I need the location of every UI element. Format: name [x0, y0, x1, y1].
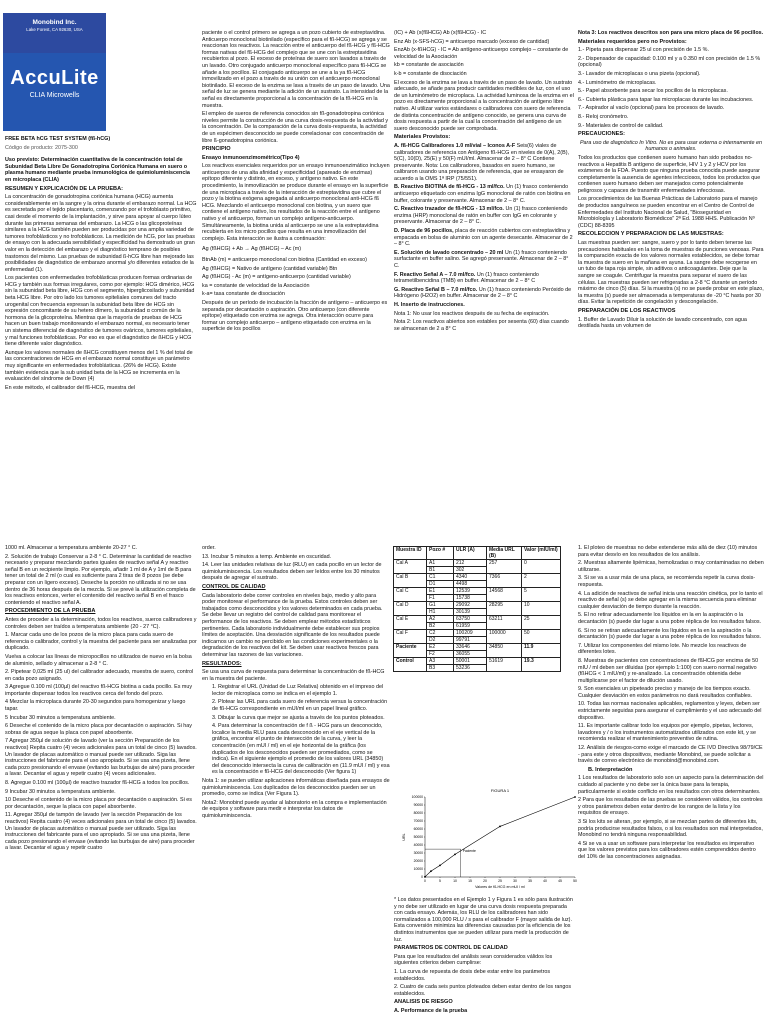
table-cell-value: 25 [522, 616, 561, 630]
table-cell-id: Cal F [394, 630, 427, 644]
definition: BtnAb (m) = anticuerpo monoclonal con biotina (Cantidad en exceso) [202, 257, 367, 263]
performance-item: 11. Es importante calibrar todo los equipos por ejemplo, pipetas, lectores, lavadores y / o los instrumentos automatizados utilizados con este kit, y se recomienda realizar el mantenimiento preventivo de rutina. [578, 723, 756, 743]
results-step: 1. Registrar el URL (Unidad de Luz Relativa) obtenido en el impreso del lector de microplaca como se indica en el ejemplo 1. [212, 684, 384, 697]
table-cell-id: Cal B [394, 574, 427, 588]
materials-item-title: Reactivo Señal B – 7.0 ml/fco. [401, 286, 479, 293]
intended-use: Uso previsto: Determinación cuantitativa de la concentración total de Subunidad Beta Libre De Gonadotropina Coriónica Humana en suero o plasma humano mediante prueba inmunológica de quimioluminiscencia en microplaca (CLIA) [5, 157, 190, 183]
table-cell-ulr: 302 [454, 567, 487, 574]
performance-item: 7. Utilizar los componentes del mismo lote. No mezcle los reactivos de diferentes lotes. [578, 642, 747, 656]
materials-item-key: E. [394, 249, 401, 256]
qc-params-paragraph: Para que los resultados del análisis sean considerados válidos los siguientes criterios deben cumplirse: [394, 953, 553, 967]
chart-title: FIGURA 1 [490, 788, 510, 793]
table-note: * Los datos presentados en el Ejemplo 1 y Figura 1 es sólo para ilustración y no debe ser utilizado en lugar de una curva dosis respuesta preparada con cada ensayo. Además, los RLU de los calibradores han sido normalizados a 100,000 RLU / s para el calibrador F (mayor salida de luz). Esta conversión minimiza las diferencias causadas por la eficiencia de los distintos instrumentos que se pueden utilizar para medir la producción de luz. [394, 897, 573, 943]
table-cell-well: F1 [427, 595, 454, 602]
x-tick-label: 5 [439, 879, 441, 883]
reagent-paragraph: 1000 ml. Almacenar a temperatura ambiente 20-27 ° C. [5, 545, 138, 551]
data-point [439, 864, 441, 866]
performance-item: 8. Muestras de pacientes con concentraciones de fßHCG por encima de 50 mIU / ml deben ser diluidas (por ejemplo 1:100) con suero normal negativo (fßHCG < 1 mIU/ml) y re-analizado. La concentración obtenida debe multiplicarse por el factor de dilución usado. [578, 657, 759, 684]
table-row [394, 588, 561, 595]
required-list [578, 47, 764, 129]
results-step: 4. Para determinar la concentración de f ß - HCG para un desconocido, localice la media RLU para cada desconocido en el eje vertical de la gráfica, encontrar el punto de intersección de la curva, y leer la concentración (en mUI / ml) en el eje horizontal de la gráfica (los duplicados de los desconocidos pueden ser promediados, como se indica). En el siguiente ejemplo el promedio de los valores URL (34850) del desconocido intersecta la curva de calibración en (11.9 mUI / ml) y esa es la concentración e fß-HCG del desconocido (Ver figura 1) [212, 723, 390, 776]
table-cell-value: 0 [522, 560, 561, 574]
required-item: 2.- Dispensador de capacidad: 0.100 ml y a 0.350 ml con precisión de 1.5 % (opcional) [578, 55, 761, 69]
materials-item-title: Solución de lavado concentrado – 20 ml [400, 249, 505, 256]
note: Nota2: Monobind puede ayudar al laboratorio en la compra e implementación de equipos y software para medir e interpretar los datos de quimioluminiscencia. [202, 799, 387, 819]
results-step: 2. Plotear las URL para cada suero de referencia versus la concentración de fß-HCG correspondiente en mUI/ml en un papel lineal gráfico. [212, 699, 388, 713]
qc-paragraph: Cada laboratorio debe correr controles en niveles bajo, medio y alto para poder monitorear el performance de la prueba. Estos controles deben ser trabajados como desconocidos y los valores determinados en cada prueba. Se debe llevar un registro del control de calidad para monitorear el performance de los reactivos. Se deben emplear métodos estadísticos pertinentes. Cada laboratorio individualmente debe establecer sus propios límites de aceptación. Una desviación significante de los resultados puede indicarnos un cambio no percibido en las condiciones experimentales o la degradación de los reactivos del kit. Se deben usar reactivos frescos para determinar las razones de las variaciones. [202, 592, 383, 658]
performance-item: 12. Análisis de riesgos-como exige el marcado de CE IVD Directiva 98/79/CE - para este y otros dispositivos, mediante Monobind, se puede solicitar a través de correo electrónico de monobind@monobind.com. [578, 745, 763, 765]
figure-1-chart [395, 785, 587, 895]
column-2 [202, 30, 390, 530]
definition: ka = constante de velocidad de la Asociación [202, 282, 310, 289]
table-row [394, 602, 561, 609]
y-tick-label: 50000 [413, 835, 423, 840]
table-row [394, 560, 561, 567]
table-cell-ulr: 15738 [454, 595, 487, 602]
table-cell-ulr: 53236 [454, 665, 487, 672]
summary-paragraph: Los pacientes con enfermedades trofoblásticas producen formas ordinarias de HCG y también sus formas irregulares, como por ejemplo: HCG dimérico, HCG sin la subunidad beta libre, HCG con el segmento, hiperglicosilado y subunidad beta HCG libre. Por otro lado los tumores epiteliales comunes del tracto urogenital con frecuencia expresan la subunidad beta libre de HCG sin expresión concomitante de su hetero dímero, la subunidad α común de la hormona de la glicoproteína. Mientras que la mayoría de pruebas de HCG hacen un buen trabajo monitoreando el embarazo normal, es necesario tener un sistema diferencial de diagnóstico de tumores ováricos, tumores epiteliales, y mal funciones trofoblásticas. Por eso es que el diagnóstico de ßHCG y HCG tiene diferente valor diagnóstico. [5, 275, 195, 348]
table-cell-well: F2 [427, 651, 454, 658]
table-cell-well: E1 [427, 588, 454, 595]
interpretation-item: 1 Los resultados de laboratorio solo son un aspecto para la determinación del cuidado al paciente y no debe ser la única base para la terapia, particularmente si existe conflicto en los resultados con otros determinantes. [578, 775, 764, 795]
materials-item-key: G. [394, 286, 402, 293]
table-cell-well: B2 [427, 623, 454, 630]
summary-paragraph: En este método, el calibrador del fß-HCG, muestra del [5, 384, 136, 391]
summary-paragraph: Aunque los valores normales de ßHCG constituyen menos del 1 % del total de las concentraciones de HCG en el embarazo normal constituye un parámetro muy significante en enfermedades trofoblásticas. (26% de HCG). Existe también evidencia que la sub unidad beta de la HCG se incrementa en la evaluación del síndrome de Down (4) [5, 349, 193, 383]
performance-item: 2. Muestras altamente lipémicas, hemolizadas o muy contaminadas no deben utilizarse. [578, 560, 764, 573]
table-cell-mean: 7366 [487, 574, 522, 588]
summary-heading: RESUMEN Y EXPLICACIÓN DE LA PRUEBA: [5, 185, 124, 192]
materials-item-desc: Un (1) frasco conteniendo enzima (HRP) monoclonal de ratón en buffer con IgG en colorante y preservante. Almacenar de 2 – 8° C. [394, 206, 568, 226]
table-cell-value: 11.9 [522, 644, 561, 658]
materials-item [394, 302, 574, 309]
interpretation-list [578, 775, 764, 860]
procedure-step: 7 Agregar 350µl de solución de lavado (ver la sección Preparación de los reactivos) Repita cuatro (4) veces adicionales para un total de cinco (5) lavados. Un lavador de placas automático o manual puede ser utilizado. Siga las instrucciones del fabricante para el uso apropiado. Si se usa una pizeta, llene cada pozo presionando el envase (evitando las burbujas de aire) para proceder a lavar. Decantar el agua y repetir cuatro (4) veces adicionales. [5, 738, 197, 778]
required-heading: Materiales requeridos pero no Provistos: [578, 38, 687, 45]
materials-item-title: Placa de 96 pocillos, [400, 228, 456, 235]
materials-heading: Materiales Provistos: [394, 134, 451, 141]
y-tick-label: 0 [421, 875, 423, 880]
principle-paragraph: paciente o el control primero se agrega a un pozo cubierto de estreptavidina. Anticuerpo monoclonal biotinilado (específico para el fß-HCG) se agrega y se reaccionan los reactivos. La reacción entre el anticuerpo del fß-HCG y fß-HCG formas nativas del fß-HCG del complejo que se une con la estreptavidina recubiertos al pozo. El exceso de proteínas de suero son lavados a través de un lavado. Otro conjugado anticuerpo monoclonal específico para fß-HCG se añade a los pocillos. El conjugado anticuerpo se une a la ya fß-HCG inmovilizado en el pozo a través de su unión con el anticuerpo monoclonal biotinilado. El exceso de la enzima se lava a través de un paso de lavado. Una señal de luz se genera mediante la adición de un sustrato. La intensidad de la señal es directamente proporcional a la concentración de la fß-HCG en la muestra. [202, 30, 390, 109]
monobind-logo [3, 13, 106, 131]
precautions-paragraph: Los procedimientos de las Buenas Prácticas de Laboratorio para el manejo de productos sanguíneos se pueden encontrar en el Centro de Control de Enfermedades del Instituto Nacional de Salud, "Bioseguridad en Microbiología y Laboratorio Biomédicos" 2ª Ed. 1988 HHS. Publicación Nº (CDC) 88-8395 [578, 196, 758, 229]
note: Nota 1: se pueden utilizar aplicaciones informáticas diseñada para ensayos de quimioluminiscencia. Los duplicados de los desconocidos pueden ser un promedio, como se indica (Ver Figura 1). [202, 778, 390, 798]
table-cell-ulr: 99791 [454, 637, 487, 644]
materials-item [394, 143, 574, 183]
table-cell-well: D1 [427, 581, 454, 588]
table-cell-value: 10 [522, 602, 561, 616]
product-code: Código de producto: 2075-300 [5, 144, 78, 151]
product-line: AccuLite [10, 67, 99, 89]
materials-item-desc: placa de reacción cubiertos con estreptavidina y empacada en bolsa de aluminio con un agente desecante. Almacenar de 2 – 8° C. [394, 228, 573, 248]
y-axis-label: URL [402, 833, 406, 841]
materials-item-desc: Un (1) frasco conteniendo Peróxido de Hidrógeno (H2O2) en buffer. Almacenar de 2 – 8° C [394, 286, 572, 300]
performance-list [578, 545, 764, 765]
table-cell-well: C1 [427, 574, 454, 581]
table-cell-ulr: 212 [454, 560, 487, 567]
y-tick-label: 40000 [413, 843, 423, 848]
results-table [393, 546, 561, 672]
procedure-step: 8. Agregue 0.100 ml (100µl) de reactivo trazador fß-HCG a todos los pocillos. [5, 780, 190, 786]
series-line [425, 797, 575, 877]
procedure-step: 10 Deseche el contenido de la micro placa por decantación o aspiración. Si es por decantación, seque la placa con papel absorbente. [5, 797, 192, 810]
procedure-step: 13. Incubar 5 minutos a temp. Ambiente en oscuridad. [202, 553, 332, 560]
materials-item-key: D. [394, 228, 401, 235]
performance-item: 3. Si se va a usar más de una placa, se recomienda repetir la curva dosis-respuesta. [578, 575, 756, 588]
principle-heading: PRINCIPIO [202, 146, 231, 153]
table-cell-id: Cal D [394, 602, 427, 616]
table-cell-well: A2 [427, 616, 454, 623]
materials-item-title: Inserto de instrucciones. [400, 301, 465, 308]
materials-item-key: A. [394, 142, 401, 149]
required-item: 3.- Lavador de microplacas o una pizeta (opcional). [578, 70, 701, 77]
column-3 [394, 30, 574, 530]
table-cell-well: A3 [427, 658, 454, 665]
logo-acculite [3, 53, 106, 131]
table-header: Media URL (B) [487, 547, 522, 560]
procedure-step: 11. Agregar 350µl de tampón de lavado (ver la sección Preparación de los reactivos) Repita cuatro (4) veces adicionales para un total de cinco (5) lavados. Un lavador de placas automático o manual puede ser utilizado. Siga las instrucciones del fabricante para el uso apropiado. Si se usa una pizeta, llene cada pozo presionando el envase (evitando las burbujas de aire) para proceder a lavar. Decantar el agua y repetir cuatro [5, 812, 197, 852]
table-row [394, 616, 561, 623]
table-cell-mean: 34850 [487, 644, 522, 658]
table-cell-mean: 28295 [487, 602, 522, 616]
materials-item [394, 250, 574, 270]
summary-paragraph: La concentración de gonadotropina coriónica humana (HCG) aumenta considerablemente en la sangre y la orina durante el embarazo normal. La HCG es secretada por el tejido placentario, comenzando por el trofoblasto primitivo, casi desde el momento de la implantación, y sirve para apoyar al cuerpo lúteo durante las primeras semanas del embarazo. La HCG o las glicoproteínas similares a la HCG también pueden ser producidas por una amplia variedad de tumores trofoblásticos y no trofoblásticos. La medición de hCG, por las pruebas de ensayo con la adecuada sensibilidad y especificidad ha demostrado un gran valor en la detección del embarazo y el diagnóstico temprano de posibles trastornos del mismo. Las pruebas de subunidad ß-hCG libre han mejorado las posibilidades de diagnóstico de embarazo anormal y/o diferentes estados de la enfermedad (1). [5, 194, 197, 273]
table-row [394, 574, 561, 581]
materials-item [394, 287, 574, 300]
definition: Ag (fßHCG) - Ac (m) = antígeno-anticuerpo (cantidad variable) [202, 274, 351, 281]
definition: Enz Ab (x-SFS-hCG) = anticuerpo marcado (exceso de cantidad) [394, 38, 550, 45]
procedure-step: 6 Deseche el contenido de la micro placa por decantación o aspiración. Si hay sobras de agua seque la placa con papel absorbente. [5, 723, 192, 736]
principle-paragraph: Después de un período de incubación la fracción de antígeno – anticuerpo es separada por decantación o aspiración. Otro anticuerpo (con diferente epítope) etiquetado con enzima se agrega. Otra interacción ocurre para formar un complejo anticuerpo – antígeno etiquetado con enzima en la superficie de los pocillos [202, 299, 388, 333]
assay-heading: Ensayo inmunoenzimométrico(Tipo 4) [202, 154, 300, 161]
x-tick-label: 45 [558, 879, 562, 883]
table-body [394, 560, 561, 672]
interpretation-heading: B. Interpretación [588, 766, 633, 773]
table-cell-ulr: 4498 [454, 581, 487, 588]
collection-heading: RECOLECCION Y PREPARACION DE LAS MUESTRAS: [578, 231, 724, 238]
qc-heading: CONTROL DE CALIDAD [202, 583, 266, 590]
table-cell-id: Cal E [394, 616, 427, 630]
table-cell-well: D2 [427, 637, 454, 644]
performance-item: 9. Son esenciales un pipeteado preciso y manejo de los tiempos exacto. Cualquier desviación en estos parámetros no dará resultados confiables. [578, 686, 753, 699]
results-heading: RESULTADOS: [202, 660, 242, 667]
results-steps [202, 684, 390, 776]
interpretation-item: 3 Si los kits se alteran, por ejemplo, si se mezclan partes de diferentes kits, podría producirse resultados falsos, o si los resultados son mal interpretados, Monobind no tendrá ninguna responsabilidad. [578, 818, 763, 839]
procedure-step: order. [202, 545, 216, 551]
procedure-step: 9 Incubar 30 minutos a temperatura ambiente. [5, 788, 116, 795]
principle-paragraph: El empleo de sueros de referencia conocidos sin fß-gonadotropina coriónica niveles permite la construcción de una curva dosis-respuesta de la actividad y la concentración. De la comparación de la curva dosis-respuesta, la actividad de un espécimen desconocido se puede correlacionar con concentración de libre ß-gonadotropina coriónica. [202, 111, 389, 144]
required-item: 7.- Aspirador al vacío (opcional) para los procesos de lavado. [578, 105, 725, 112]
performance-item: 1. El ploteo de muestras no debe extenderse más allá de diez (10) minutos para evitar desvío en los resultados de los análisis. [578, 545, 758, 558]
note: Nota 2: Los reactivos abiertos son estables por sesenta (60) días cuando se almacenan de 2 a 8° C [394, 319, 569, 332]
y-tick-label: 80000 [413, 811, 423, 816]
data-point [454, 853, 456, 855]
definition: kb = constante de asociación [394, 62, 464, 69]
x-tick-label: 25 [498, 879, 502, 883]
table-cell-id: Cal C [394, 588, 427, 602]
principle-paragraph: El exceso de la enzima se lava a través de un paso de lavado. Un sustrato adecuado, se añade para producir cantidades medibles de luz, con el uso de un luminómetro de microplaca. La actividad luminosa de la enzima en el pozo es directamente proporcional a la concentración de antígeno libre nativo. Al utilizar varios estándares o calibradores con suero de referencia de distinta concentración de antígeno conocido, se genera una curva de dosis respuesta a partir de la cual la concentración del antígeno de un suero desconocido puede ser comprobada. [394, 79, 574, 132]
y-tick-label: 20000 [413, 859, 423, 864]
data-point [430, 870, 432, 872]
interpretation-item: 2 Para que los resultados de las pruebas se consideren válidos, los controles y otros parámetros deben estar dentro de los rangos de la lista y los requisitos de ensayo. [578, 797, 763, 817]
definition: k-a= tasa constante de disociación [202, 291, 285, 298]
definition: k-b = constante de disociación [394, 70, 467, 77]
column-4 [578, 30, 764, 530]
data-point [499, 826, 501, 828]
table-header: Valor (mIU/ml) [522, 547, 561, 560]
x-tick-label: 50 [573, 879, 577, 883]
performance-item: 10. Todas las normas nacionales aplicables, reglamentos y leyes, deben ser estrictamente seguidas para asegurar el cumplimiento y el uso adecuado del dispositivo. [578, 701, 762, 721]
materials-item-desc: Un (1) frasco conteniendo anticuerpo etiquetado con enzima IgG monoclonal de ratón con biotina en buffer, colorante y preservante. Almacenar de 2 – 8° C. [394, 184, 571, 204]
table-cell-well: A1 [427, 560, 454, 567]
reagent-paragraph: 1. Buffer de Lavado Diluir la solución de lavado concentrado, con agua destilada hasta un volumen de [578, 316, 747, 330]
data-point [574, 796, 576, 798]
materials-item-desc: Un (1) frasco conteniendo surfactante en buffer salino. Se agregó preservante. Almacenar de 2 – 8° C. [394, 249, 569, 269]
table-header: Muestra ID [394, 547, 427, 560]
table-cell-ulr: 4340 [454, 574, 487, 581]
table-cell-ulr: 61959 [454, 623, 487, 630]
table-cell-well: B1 [427, 567, 454, 574]
required-item: 9.- Materiales de control de calidad. [578, 122, 664, 129]
table-cell-value: 50 [522, 630, 561, 644]
required-item: 1.- Pipeta para dispensar 25 ul con precisión de 1.5 %. [578, 47, 709, 54]
table-header: ULR (A) [454, 547, 487, 560]
qc-params-item: 2. Cuatro de cada seis puntos ploteados deben estar dentro de los rangos establecidos. [394, 984, 572, 997]
note: Nota 3: Los reactivos descritos son para una micro placa de 96 pocillos. [578, 30, 764, 36]
table-cell-mean: 51619 [487, 658, 522, 672]
y-tick-label: 30000 [413, 851, 423, 856]
table-cell-mean: 257 [487, 560, 522, 574]
materials-item-title: fß-HCG Calibradores 1.0 ml/vial – Iconos A-F [400, 142, 517, 149]
reaction-equation: (IC) + Ab (x(fßHCG) Ab (x(fßHCG) - IC [394, 30, 487, 36]
procedure-step: 3 Agregue 0.100 ml (100µl) del reactivo fß-HCG biotina a cada pocillo. Es muy importante dispensar todos los reactivos cerca del fondo del pozo. [5, 684, 193, 697]
materials-item-desc: Un (1) frasco conteniendo tetrametilbencidina (TMB) en buffer. Almacenar de 2 – 8° C [394, 271, 539, 285]
materials-item-key: C. [394, 206, 401, 213]
definition: EnzAb (x-fßHCG) - IC = Ab antígeno-anticuerpo complejo – constante de velocidad de la Asociación [394, 47, 569, 60]
interpretation-item: 4 Si se va a usar un software para interpretar los resultados es imperativo que los valores previstos para los calibradores estén comprendidos dentro del 10% de las concentraciones asignadas. [578, 840, 756, 860]
x-tick-label: 15 [468, 879, 472, 883]
materials-item [394, 206, 574, 226]
results-intro: Se usa una curva de respuesta para determinar la concentración de fß-HCG en la muestra del paciente. [202, 669, 385, 682]
table-cell-mean: 63211 [487, 616, 522, 630]
logo-header [3, 13, 106, 53]
data-point [424, 876, 426, 878]
procedure-intro: Antes de proceder a la determinación, todos los reactivos, sueros calibradores y controles deben ser traídos a temperatura ambiente (20 - 27 °C). [5, 616, 197, 630]
table-cell-ulr: 29092 [454, 602, 487, 609]
table-cell-well: C2 [427, 630, 454, 637]
table-header-row [394, 547, 561, 560]
table-cell-value: 2 [522, 574, 561, 588]
precautions-subtitle: Para uso de diagnóstico In Vitro. No es para usar externa o internamente en humanos o animales. [579, 139, 763, 153]
materials-item-title: Reactivo BIOTINA de fß-HCG - 13 ml/fco. [400, 184, 507, 191]
procedure-step: Vuelva a colocar las líneas de micropocillos no utilizados de nuevo en la bolsa de aluminio, sellado y almacenar a 2-8 ° C. [5, 653, 192, 667]
procedure-step: 5 Incubar 30 minutos a temperatura ambiente. [5, 714, 116, 721]
materials-item-title: Reactivo Señal A – 7.0 ml/fco. [399, 271, 477, 278]
table-cell-well: G1 [427, 602, 454, 609]
y-tick-label: 100000 [411, 795, 423, 800]
precautions-heading: PRECAUCIONES: [578, 131, 625, 138]
reagent-heading: PREPARACIÓN DE LOS REACTIVOS [578, 307, 676, 314]
materials-item [394, 228, 574, 248]
procedure-heading: PROCEDIMIENTO DE LA PRUEBA [5, 608, 96, 615]
table-header: Pozo # [427, 547, 454, 560]
performance-item: 5. El no retirar adecuadamente los líquidos en la en la aspiración o la decantación (s) puede dar lugar a una pobre réplica de los resultados falsos. [578, 612, 762, 625]
procedure-step: 1. Marcar cada uno de los pozos de la micro placa para cada suero de referencia o calibrador, control y la muestra del paciente para ser analizadas por duplicado. [5, 632, 197, 652]
materials-item [394, 184, 574, 204]
definition: Ag (fßHCG) = Nativo de antígeno (cantidad variable) Btn [202, 265, 338, 272]
column-6 [202, 545, 390, 1023]
note: Nota 1: No usar los reactivos después de su fecha de expiración. [394, 310, 550, 317]
annotation-label: Paciente [462, 849, 476, 854]
qc-params-item: 1. La curva de repuesta de dosis debe estar entre los parámetros establecidos. [394, 968, 551, 982]
table-cell-ulr: 30139 [454, 609, 487, 616]
column-7 [394, 897, 574, 1023]
qc-params-heading: PARAMETROS DE CONTROL DE CALIDAD [394, 945, 508, 952]
materials-item [394, 272, 574, 285]
table-cell-ulr: 50001 [454, 658, 487, 665]
table-cell-id: Paciente [394, 644, 427, 658]
doc-title: FREE BETA hCG TEST SYSTEM (fß-hCG) [5, 136, 111, 142]
required-item: 4.- Luminómetro de microplacas. [578, 79, 657, 86]
table-cell-ulr: 12539 [454, 588, 487, 595]
principle-paragraph: Los reactivos esenciales requeridos por un ensayo inmunoenzimático incluyen anticuerpos de una alta afinidad y especificidad (apareado de enzimas) epítopo diferente y distinto, en exceso, y antígeno nativo. En este procedimiento, la inmovilización se produce durante el ensayo en la superficie de una microplaca a través de la interacción de estreptavidina que cubre el pozo y la biotina exógena agregada al anticuerpo monoclonal anti-HCG fß HCG. Mezclando el anticuerpo monoclonal con biotina, y un suero que contiene el antígeno nativo, los resultados de la reacción entre el antígeno nativo y el anticuerpo, forman un complejo antígeno-anticuerpo. Simultáneamente, la biotina unida al anticuerpo se une a la estreptavidina recubierta en los micro pocillos que resulta en una inmovilización del complejo. Esta interacción se ilustra a continuación: [202, 163, 390, 242]
required-item: 6.- Cubierta plástica para tapar las microplacas durante las incubaciones. [578, 96, 754, 103]
required-item: 8.- Reloj cronómetro. [578, 113, 629, 120]
table-cell-ulr: 63750 [454, 616, 487, 623]
column-5 [5, 545, 197, 1023]
x-tick-label: 20 [483, 879, 487, 883]
precautions-paragraph: Todos los productos que contienen suero humano han sido probados no-reactivos a Hepatitis B antígeno de superficie, HIV 1 y 2 y HCV por los exámenes de la FDA. Puesto que ninguna prueba conocida puede asegurar completamente la ausencia de agentes infecciosos, todos los productos que contienen suero humano deben ser manejados como potencialmente peligrosos y capaces de transmitir enfermedades infecciosas. [578, 154, 761, 194]
table-row [394, 630, 561, 637]
table-cell-well: H1 [427, 609, 454, 616]
table-cell-well: B3 [427, 665, 454, 672]
risk-heading: ANALISIS DE RIESGO [394, 999, 453, 1006]
table-cell-ulr: 33646 [454, 644, 487, 651]
materials-item-key: F. [394, 271, 400, 278]
performance-item: 6. Si no se retiran adecuadamente los líquidos en la en la aspiración o la decantación (s) puede dar lugar a una pobre réplica de los resultados falsos. [578, 627, 762, 641]
collection-paragraph: Las muestras pueden ser: sangre, suero y por lo tanto deben tenerse las precauciones habituales en la toma de muestras de punciones venosas. Para la comparación exacta de los valores normales establecidos, se debe tomar la muestra de suero en la mañana en ayuna. La sangre debe recogerse en un tubo de tapa roja simple, sin aditivos o anticoagulantes. Deje que la sangre se coagule. Centrifugar la muestra para separar el suero de las células. Las muestras pueden ser refrigeradas a 2-8 °C durante un período máximo de cinco (5) días. Si la muestra (s) no se puede probar en este plazo, la muestra (s) puede ser almacenada a temperaturas de -20 °C hasta por 30 días. Evitar la repetición de congelación y descongelación. [578, 240, 764, 306]
x-tick-label: 10 [453, 879, 457, 883]
procedure-step: 4 Mezclar la microplaca durante 20-30 segundos para homogenizar y luego tapar. [5, 699, 186, 713]
procedure-step: 14. Leer las unidades relativas de luz (RLU) en cada pocillo en un lector de quimioluminiscencia. Los resultados deben ser leídos entre los 30 minutos después de agregar el sustrato. [202, 562, 382, 582]
brand-address: Lake Forest, CA 92630, USA [26, 27, 83, 32]
product-subtitle: CLIA Microwells [29, 92, 80, 99]
table-cell-well: E2 [427, 644, 454, 651]
table-cell-mean: 14568 [487, 588, 522, 602]
column-1 [5, 136, 197, 526]
results-step: 3. Dibujar la curva que mejor se ajusta a través de los puntos ploteados. [212, 714, 385, 721]
table-row [394, 644, 561, 651]
risk-subheading: A. Performance de la prueba [394, 1007, 468, 1014]
table-cell-value: 19.3 [522, 658, 561, 672]
y-tick-label: 70000 [413, 819, 423, 824]
table-cell-mean: 100000 [487, 630, 522, 644]
x-tick-label: 0 [424, 879, 426, 883]
table-cell-id: Control [394, 658, 427, 672]
table-cell-id: Cal A [394, 560, 427, 574]
column-8 [578, 545, 764, 1023]
materials-item-title: Reactivo trazador de fß-HCG - 13 ml/fco. [400, 206, 506, 213]
x-tick-label: 40 [543, 879, 547, 883]
reagent-paragraph: 2. Solución de trabajo Conservar a 2-8 ° C. Determinar la cantidad de reactivo necesario y preparar mezclando partes iguales de reactivo señal A y reactivo señal B en un recipiente limpio. Por ejemplo, añadir 1 ml de A y 1ml de B para tener un total de 2 ml (o cual es suficiente para 2 tiras de 8 pozos (se debe preparar con un ligero exceso). Deseche la porción no utilizada si no se usa dentro de 36 horas después de la mezcla. Si se prevé la utilización completa de los reactivos entonces, verter el contenido del reactivo señal B en el frasco conteniendo el reactivo señal A. [5, 553, 196, 606]
y-tick-label: 10000 [413, 867, 423, 872]
x-tick-label: 35 [528, 879, 532, 883]
x-tick-label: 30 [513, 879, 517, 883]
procedure-step: 2. Pipetear 0,025 ml (25 ul) del calibrador adecuado, muestra de suero, control en cada pozo asignado. [5, 669, 194, 682]
y-tick-label: 60000 [413, 827, 423, 832]
brand-name: Monobind Inc. [32, 19, 77, 26]
table-cell-value: 5 [522, 588, 561, 602]
materials-list [394, 143, 574, 309]
materials-item-key: H. [394, 301, 401, 308]
table-cell-ulr: 36055 [454, 651, 487, 658]
table-cell-ulr: 100209 [454, 630, 487, 637]
materials-item-key: B. [394, 184, 401, 191]
reaction-equation: Ag (fßHCG) + Ab → Ag (fßHCG) – Ac (m) [202, 246, 301, 253]
materials-item-desc: Seis(6) viales de calibradores de referencia con Antígeno fß-HCG en niveles de 0(A), 2(B), 5(C), 10(D), 25(E) y 50(F) mUI/ml. Almacenar de 2 – 8° C Contiene preservante. Nota: Los calibradores, basados en suero humano, se calibraron usando una preparación de referencia, que se ensayaron de acuerdo a la OMS 1ª IRP (75/551). [394, 142, 569, 182]
required-item: 5.- Papel absorbente para secar los pocillos de la microplacas. [578, 88, 728, 95]
performance-item: 4. La adición de reactivos de señal inicia una reacción cinética, por lo tanto el reactivo de señal (s) se debe agregar en la misma secuencia para eliminar cualquier desviación de tiempo durante la reacción. [578, 590, 763, 610]
procedure-steps [5, 632, 197, 852]
table-row [394, 658, 561, 665]
x-axis-label: Valores de fß-HCG en mUI / ml [475, 885, 525, 889]
y-tick-label: 90000 [413, 803, 423, 808]
